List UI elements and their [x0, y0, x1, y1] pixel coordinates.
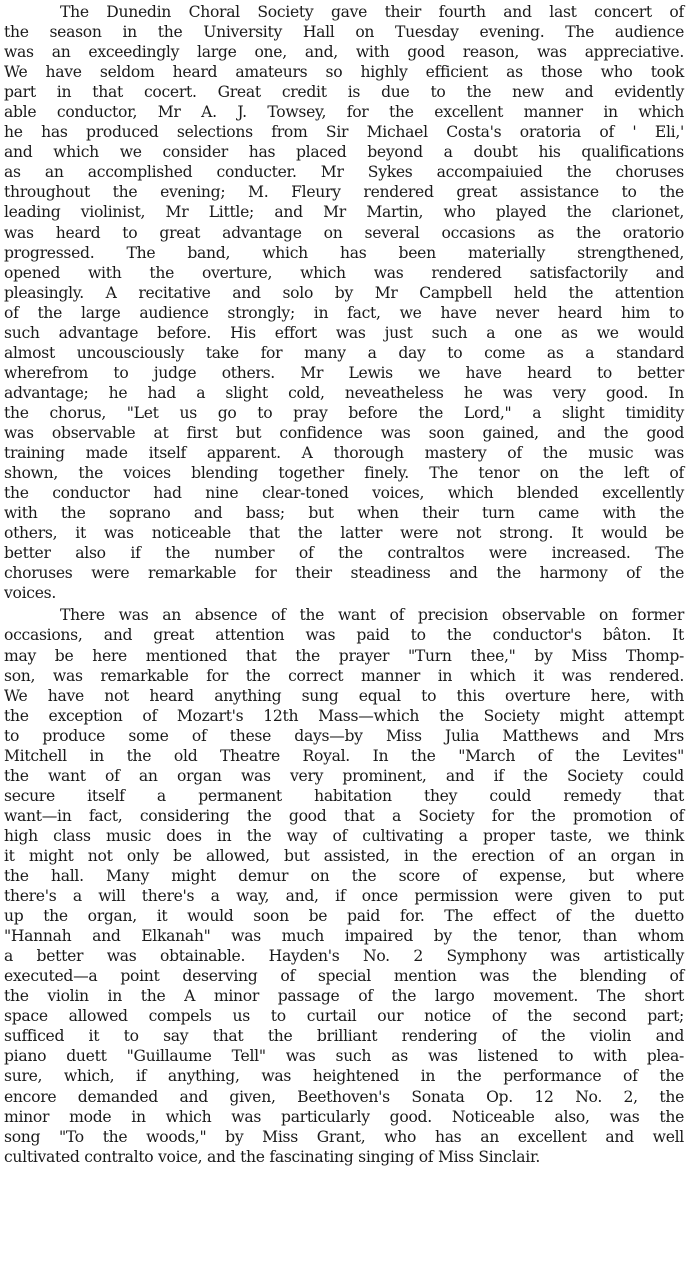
text-line: the season in the University Hall on Tuesday evening. The audience: [4, 23, 684, 42]
text-line: sure, which, if anything, was heightened in the performance of the: [4, 1067, 684, 1086]
article-body: [4, 2, 684, 1167]
text-line: the hall. Many might demur on the score of expense, but where: [4, 867, 684, 886]
text-line: others, it was noticeable that the latter were not strong. It would be: [4, 524, 684, 543]
text-line: better also if the number of the contraltos were increased. The: [4, 544, 684, 563]
text-line: the conductor had nine clear-toned voices, which blended excellently: [4, 484, 684, 503]
text-line: a better was obtainable. Hayden's No. 2 Symphony was artistically: [4, 947, 684, 966]
text-line: occasions, and great attention was paid to the conductor's bâton. It: [4, 626, 684, 645]
text-line: executed—a point deserving of special mention was the blending of: [4, 967, 684, 986]
text-line: space allowed compels us to curtail our notice of the second part;: [4, 1007, 684, 1026]
text-line: and which we consider has placed beyond a doubt his qualifications: [4, 143, 684, 162]
text-line: it might not only be allowed, but assisted, in the erection of an organ in: [4, 846, 684, 865]
text-line: the want of an organ was very prominent, and if the Society could: [4, 766, 684, 785]
text-line: minor mode in which was particularly good. Noticeable also, was the: [4, 1107, 684, 1126]
text-line: up the organ, it would soon be paid for. The effect of the duetto: [4, 907, 684, 926]
text-line: throughout the evening; M. Fleury rendered great assistance to the: [4, 183, 684, 202]
text-line: wherefrom to judge others. Mr Lewis we have heard to better: [4, 363, 684, 382]
text-line: Mitchell in the old Theatre Royal. In the "March of the Levites": [4, 746, 684, 765]
text-line: with the soprano and bass; but when their turn came with the: [4, 504, 684, 523]
paragraph-1: [4, 2, 684, 603]
text-line: sufficed it to say that the brilliant rendering of the violin and: [4, 1027, 684, 1046]
text-line: The Dunedin Choral Society gave their fourth and last concert of: [60, 3, 684, 21]
text-line: song "To the woods," by Miss Grant, who has an excellent and well: [4, 1127, 684, 1146]
text-line: able conductor, Mr A. J. Towsey, for the excellent manner in which: [4, 103, 684, 122]
text-line: We have seldom heard amateurs so highly efficient as those who took: [4, 63, 684, 82]
text-line: he has produced selections from Sir Michael Costa's oratoria of ' Eli,': [4, 123, 684, 142]
text-line: almost uncousciously take for many a day to come as a standard: [4, 343, 684, 362]
text-line: choruses were remarkable for their steadiness and the harmony of the: [4, 564, 684, 583]
paragraph-2: [4, 605, 684, 1166]
text-line: as an accomplished conducter. Mr Sykes accompaiuied the choruses: [4, 163, 684, 182]
text-line: of the large audience strongly; in fact, we have never heard him to: [4, 303, 684, 322]
text-line: "Hannah and Elkanah" was much impaired by the tenor, than whom: [4, 927, 684, 946]
text-line: was an exceedingly large one, and, with good reason, was appreciative.: [4, 43, 684, 62]
text-line: such advantage before. His effort was just such a one as we would: [4, 323, 684, 342]
text-line: training made itself apparent. A thorough mastery of the music was: [4, 444, 684, 463]
text-line: cultivated contralto voice, and the fascinating singing of Miss Sinclair.: [4, 1147, 541, 1166]
text-line: was observable at first but confidence was soon gained, and the good: [4, 423, 684, 442]
text-line: encore demanded and given, Beethoven's Sonata Op. 12 No. 2, the: [4, 1087, 684, 1106]
text-line: high class music does in the way of cultivating a proper taste, we think: [4, 826, 684, 845]
text-line: voices.: [4, 584, 57, 603]
text-line: There was an absence of the want of precision observable on former: [60, 606, 684, 625]
text-line: was heard to great advantage on several occasions as the oratorio: [4, 223, 684, 242]
text-line: opened with the overture, which was rendered satisfactorily and: [4, 263, 684, 282]
text-line: there's a will there's a way, and, if once permission were given to put: [4, 887, 684, 906]
text-line: son, was remarkable for the correct manner in which it was rendered.: [4, 666, 684, 685]
text-line: the exception of Mozart's 12th Mass—which the Society might attempt: [4, 706, 684, 725]
text-line: piano duett "Guillaume Tell" was such as was listened to with plea-: [4, 1047, 684, 1066]
text-line: want—in fact, considering the good that a Society for the promotion of: [4, 806, 684, 825]
text-line: the violin in the A minor passage of the largo movement. The short: [4, 987, 684, 1006]
text-line: secure itself a permanent habitation they could remedy that: [4, 786, 684, 805]
text-line: to produce some of these days—by Miss Julia Matthews and Mrs: [4, 726, 684, 745]
text-line: may be here mentioned that the prayer "Turn thee," by Miss Thomp-: [4, 646, 684, 665]
text-line: advantage; he had a slight cold, neveatheless he was very good. In: [4, 383, 684, 402]
text-line: We have not heard anything sung equal to this overture here, with: [4, 686, 684, 705]
text-line: progressed. The band, which has been materially strengthened,: [4, 243, 684, 262]
text-line: part in that cocert. Great credit is due to the new and evidently: [4, 83, 684, 102]
text-line: pleasingly. A recitative and solo by Mr Campbell held the attention: [4, 283, 684, 302]
text-line: the chorus, "Let us go to pray before the Lord," a slight timidity: [4, 403, 684, 422]
text-line: shown, the voices blending together finely. The tenor on the left of: [4, 464, 684, 483]
text-line: leading violinist, Mr Little; and Mr Martin, who played the clarionet,: [4, 203, 684, 222]
